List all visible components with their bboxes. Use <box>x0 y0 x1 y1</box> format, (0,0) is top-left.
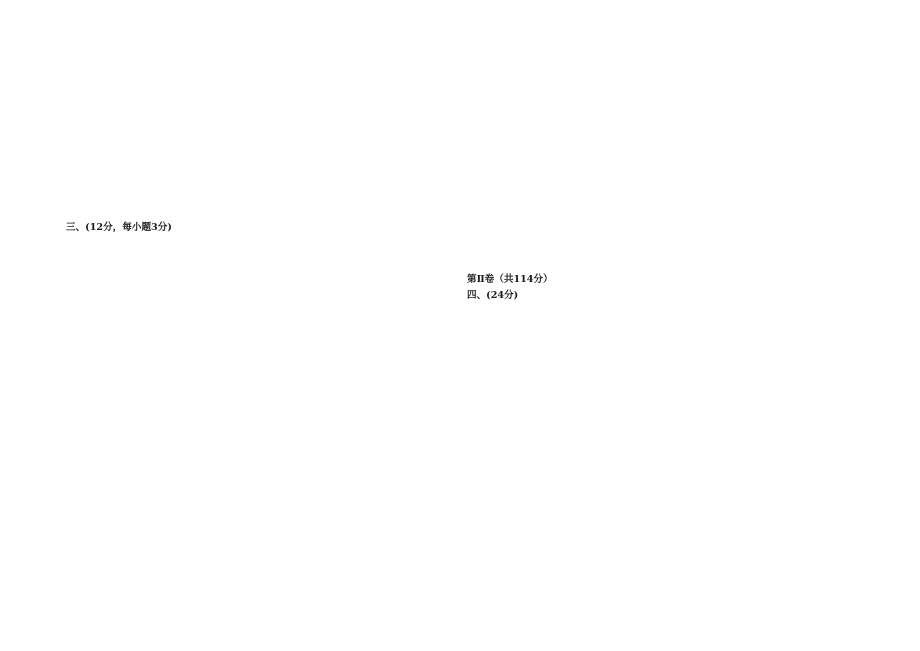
question-9 <box>66 578 458 622</box>
option-line <box>467 162 859 173</box>
left-column <box>66 52 458 624</box>
passage-line <box>66 435 458 448</box>
classical-passage <box>66 248 458 556</box>
passage-line <box>66 248 458 261</box>
option-line <box>467 85 859 96</box>
option-line <box>467 74 859 85</box>
option-line <box>66 208 458 219</box>
option-line <box>66 118 458 129</box>
option-line <box>467 107 859 118</box>
poem-heading <box>467 391 859 402</box>
option-line <box>467 230 859 241</box>
section-3-intro <box>66 237 458 248</box>
option-line <box>66 63 458 74</box>
passage-line <box>66 395 458 408</box>
poem-author <box>467 402 642 411</box>
passage-line <box>66 302 458 315</box>
question-14-stem <box>467 380 859 391</box>
question-stem <box>467 63 859 74</box>
option-line <box>467 140 859 151</box>
questions-10-12 <box>467 52 859 173</box>
passage-line <box>66 355 458 368</box>
passage-line <box>66 288 458 301</box>
option-line <box>66 197 458 208</box>
question-14-part-2 <box>467 488 859 499</box>
passage-line <box>66 315 458 328</box>
option-line <box>467 241 859 252</box>
option-line <box>66 589 458 600</box>
option-line <box>467 186 859 197</box>
question-13-stem <box>467 305 859 316</box>
section-3-heading: 三、(12分，每小题3分) <box>66 222 172 233</box>
option-line <box>66 52 458 63</box>
question-13-part-2 <box>467 347 859 358</box>
poem-line <box>467 422 859 433</box>
option-line <box>66 96 458 107</box>
answer-space <box>467 327 859 347</box>
passage-line <box>66 543 458 556</box>
option-line <box>66 142 458 153</box>
option-line <box>467 151 859 162</box>
passage-line <box>66 516 458 529</box>
question-8-stem <box>66 131 458 142</box>
poem-line <box>467 411 859 422</box>
passage-line <box>66 275 458 288</box>
option-line <box>66 74 458 85</box>
option-line <box>66 600 458 611</box>
question-12-options <box>467 175 859 263</box>
question-13-part-1 <box>467 316 859 327</box>
right-column <box>467 52 859 556</box>
passage-line <box>66 369 458 382</box>
answer-space <box>467 444 859 488</box>
option-line <box>66 164 458 175</box>
passage-line-underlined <box>66 409 458 422</box>
question-8 <box>66 131 458 219</box>
question-13 <box>467 305 859 358</box>
passage-line <box>66 328 458 341</box>
passage-line <box>66 462 458 475</box>
passage-notes <box>66 567 458 578</box>
section-4-heading: 四、(24分) <box>467 290 519 301</box>
passage-line <box>66 449 458 462</box>
question-15-stem <box>467 545 859 556</box>
passage-line <box>66 422 458 435</box>
option-line <box>467 219 859 230</box>
option-line <box>66 186 458 197</box>
passage-line <box>66 261 458 274</box>
option-line <box>467 208 859 219</box>
part-2-heading: 第Ⅱ卷（共114分） <box>467 274 553 285</box>
option-line <box>467 175 859 186</box>
option-line <box>467 96 859 107</box>
option-line <box>66 107 458 118</box>
passage-line <box>66 489 458 502</box>
option-line <box>66 175 458 186</box>
question-stem <box>467 118 859 129</box>
option-line <box>467 197 859 208</box>
option-line <box>66 611 458 622</box>
passage-line <box>66 342 458 355</box>
question-14-part-1 <box>467 433 859 444</box>
question-7-options <box>66 52 458 129</box>
passage-line <box>66 382 458 395</box>
option-line <box>467 252 859 263</box>
option-line <box>66 153 458 164</box>
passage-source <box>66 556 458 567</box>
passage-line <box>66 529 458 542</box>
question-14 <box>467 380 859 499</box>
passage-line <box>66 476 458 489</box>
option-line <box>467 129 859 140</box>
option-line <box>66 85 458 96</box>
passage-line <box>66 502 458 515</box>
option-line <box>467 52 859 63</box>
question-9-stem <box>66 578 458 589</box>
